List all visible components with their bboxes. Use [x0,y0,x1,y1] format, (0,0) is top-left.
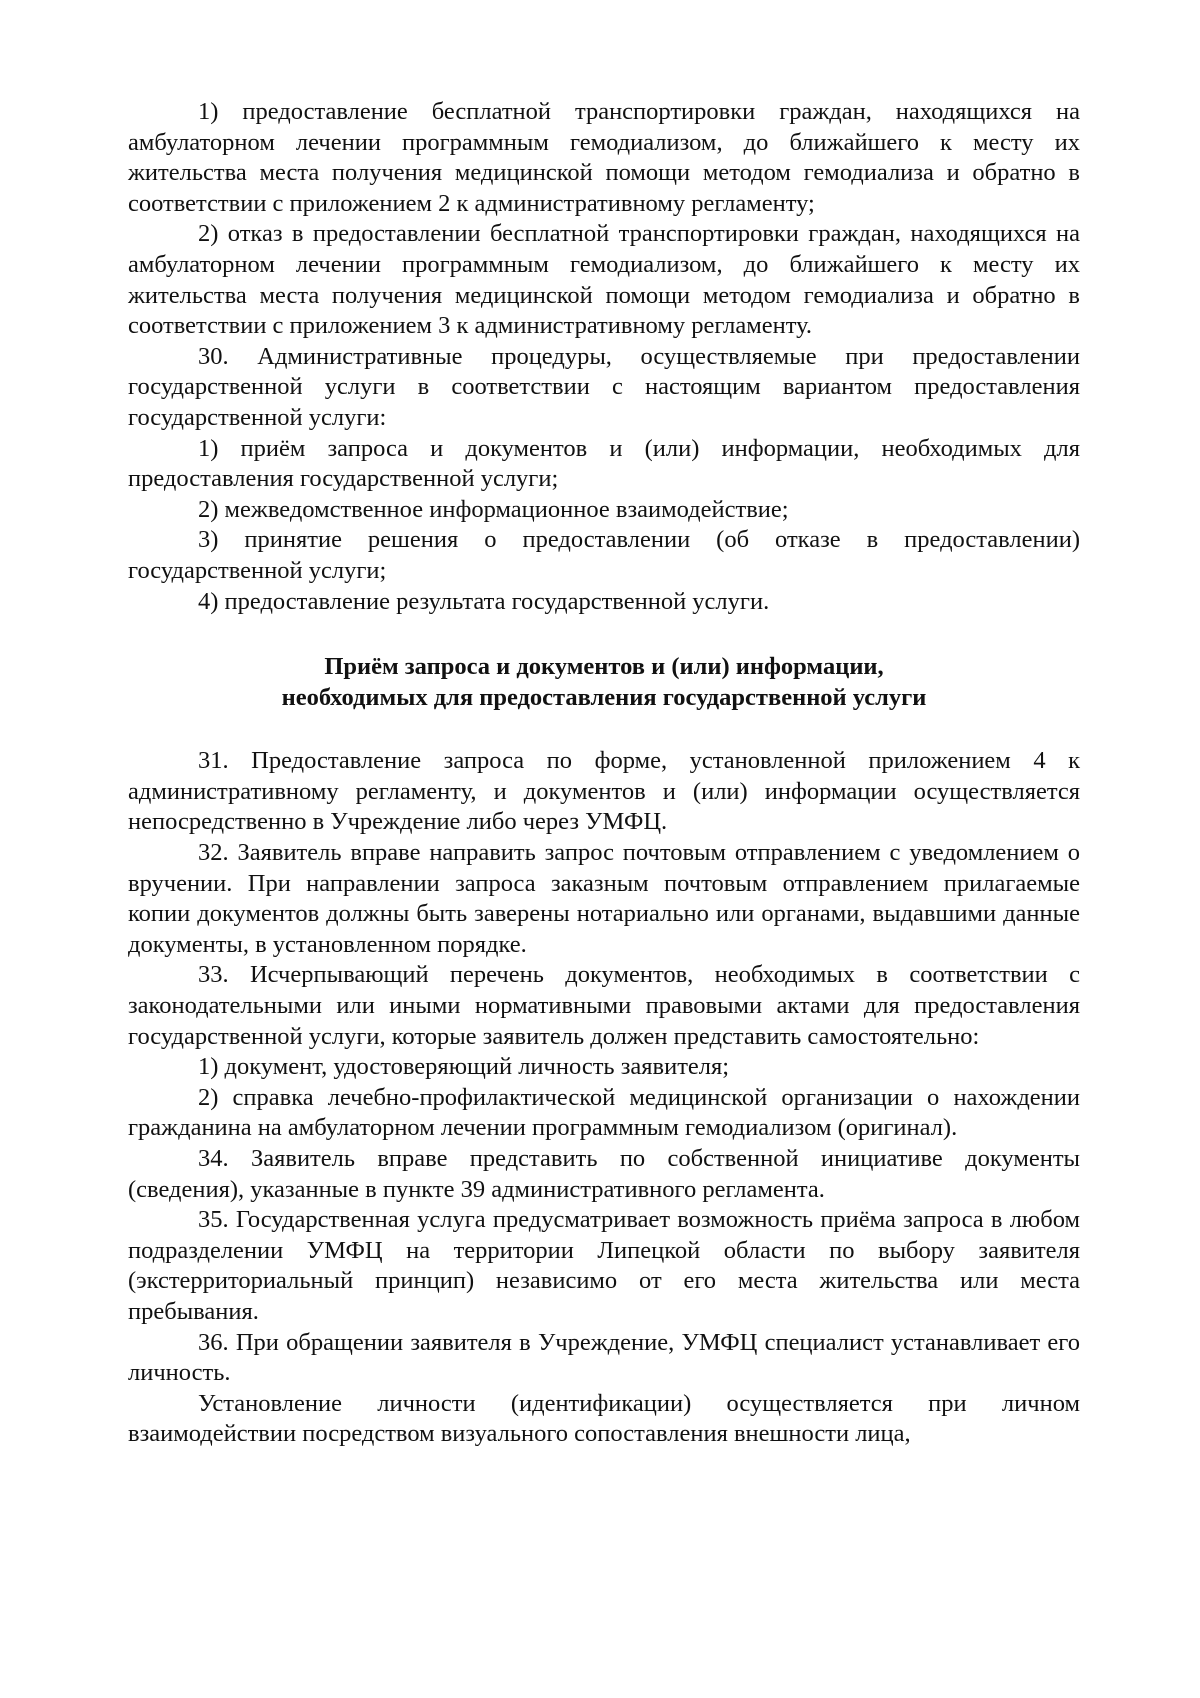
paragraph-36: 36. При обращении заявителя в Учреждение, УМФЦ специалист устанавливает его личность. [128,1328,1080,1387]
paragraph-34: 34. Заявитель вправе представить по собственной инициативе документы (сведения), указанные в пункте 39 административного регламента. [128,1145,1080,1203]
paragraph-30: 30. Административные процедуры, осуществляемые при предоставлении государственной услуги в соответствии с настоящим вариантом предоставления государственной услуги: [128,342,1080,431]
paragraph-30-item-4: 4) предоставление результата государственной услуги. [198,587,770,615]
paragraph-item-1-transport: 1) предоставление бесплатной транспортировки граждан, находящихся на амбулаторном лечении программным гемодиализом, до ближайшего к месту их жительства места получения медицинской помощи методом гемодиализа и обратно в соответствии с приложением 2 к административному регламенту; [128,98,1080,217]
paragraph-30-item-1: 1) приём запроса и документов и (или) информации, необходимых для предоставления государственной услуги; [128,434,1080,493]
paragraph-33: 33. Исчерпывающий перечень документов, необходимых в соответствии с законодательными или иными нормативными правовыми актами для предоставления государственной услуги, которые заявитель должен представить самостоятельно: [128,961,1080,1050]
spacer [128,617,1080,652]
paragraph-35: 35. Государственная услуга предусматривает возможность приёма запроса в любом подразделении УМФЦ на территории Липецкой области по выбору заявителя (экстерриториальный принцип) независимо от его места жительства или места пребывания. [128,1206,1080,1325]
paragraph-identification: Установление личности (идентификации) осуществляется при личном взаимодействии посредством визуального сопоставления внешности лица, [128,1389,1080,1448]
paragraph-31: 31. Предоставление запроса по форме, установленной приложением 4 к административному регламенту, и документов и (или) информации осуществляется непосредственно в Учреждение либо через УМФЦ. [128,747,1080,836]
spacer [128,713,1080,746]
document-page [128,97,1080,1450]
paragraph-30-item-2: 2) межведомственное информационное взаимодействие; [198,495,789,523]
paragraph-33-item-2: 2) справка лечебно-профилактической медицинской организации о нахождении гражданина на амбулаторном лечении программным гемодиализом (оригинал). [128,1083,1080,1142]
paragraph-33-item-1: 1) документ, удостоверяющий личность заявителя; [198,1053,730,1081]
paragraph-item-2-refusal: 2) отказ в предоставлении бесплатной транспортировки граждан, находящихся на амбулаторном лечении программным гемодиализом, до ближайшего к месту их жительства места получения медицинской помощи методом гемодиализа и обратно в соответствии с приложением 3 к административному регламенту. [128,220,1080,340]
section-heading-line-2: необходимых для предоставления государственной услуги [281,683,927,711]
section-heading-line-1: Приём запроса и документов и (или) информации, [324,653,884,681]
paragraph-30-item-3: 3) принятие решения о предоставлении (об отказе в предоставлении) государственной услуги; [128,526,1080,584]
paragraph-32: 32. Заявитель вправе направить запрос почтовым отправлением с уведомлением о вручении. При направлении запроса заказным почтовым отправлением прилагаемые копии документов должны быть заверены нотариально или органами, выдавшими данные документы, в установленном порядке. [128,839,1080,958]
